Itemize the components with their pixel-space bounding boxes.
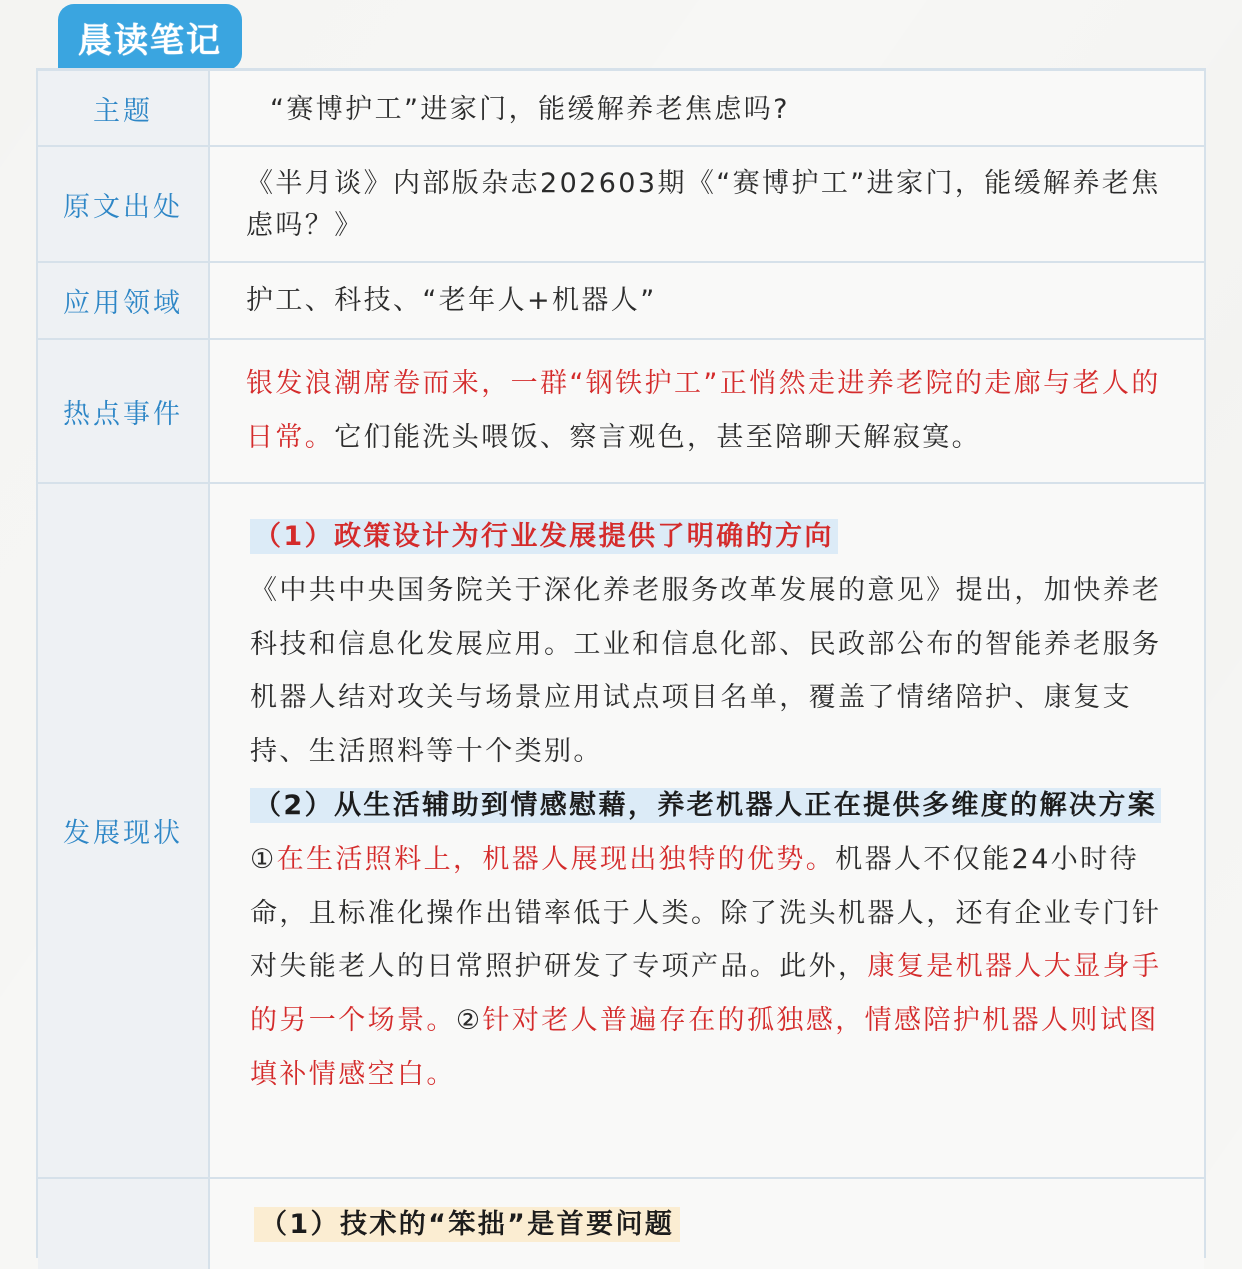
row-label-source: 原文出处 [38,147,210,261]
status-text-1: 机器人不仅能24小时待命，且标准化操作出错率低于人类。除了洗头机器人，还有企业专门针对失能老人的日常照护研发了专项产品。此外， [250,843,1162,983]
status-heading-1: （1）政策设计为行业发展提供了明确的方向 [250,519,838,554]
row-content-theme: “赛博护工”进家门，能缓解养老焦虑吗? [210,71,1204,145]
status-highlight-2: 康复是机器人大显身手的另一个场景。 [250,951,1162,1037]
issues-heading-1: （1）技术的“笨拙”是首要问题 [254,1207,680,1242]
status-highlight-3: 针对老人普遍存在的孤独感，情感陪护机器人则试图填补情感空白。 [250,1005,1159,1090]
row-content-status [210,484,1204,1177]
status-paragraph-1: 《中共中央国务院关于深化养老服务改革发展的意见》提出，加快养老科技和信息化发展应用。工业和信息化部、民政部公布的智能养老服务机器人结对攻关与场景应用试点项目名单，覆盖了情绪陪护、康复支持、生活照料等十个类别。 [250,574,1162,768]
section-badge: 晨读笔记 [58,4,242,70]
row-content-issues [210,1179,1204,1269]
status-heading-2: （2）从生活辅助到情感慰藉，养老机器人正在提供多维度的解决方案 [250,788,1161,823]
table-row-issues [38,1179,1204,1269]
status-marker-1: ① [250,843,277,875]
status-highlight-1: 在生活照料上，机器人展现出独特的优势。 [276,843,836,875]
table-row-source [38,147,1204,263]
status-paragraph-2 [250,833,1178,1102]
table-row-theme [38,71,1204,147]
row-content-hot-event [210,340,1204,482]
row-label-hot-event: 热点事件 [38,340,210,482]
row-label-field: 应用领域 [38,263,210,338]
row-content-field: 护工、科技、“老年人+机器人” [210,263,1204,338]
row-content-source: 《半月谈》内部版杂志202603期《“赛博护工”进家门，能缓解养老焦虑吗？》 [210,147,1204,261]
notes-table [36,68,1206,1258]
row-label-theme: 主题 [38,71,210,145]
table-row-field [38,263,1204,340]
status-marker-2: ② [455,1005,483,1037]
hot-event-text: 它们能洗头喂饭、察言观色，甚至陪聊天解寂寞。 [334,422,982,453]
row-label-issues [38,1179,210,1269]
hot-event-highlight: 银发浪潮席卷而来，一群“钢铁护工”正悄然走进养老院的走廊与老人的日常。 [246,368,1161,453]
row-label-status: 发展现状 [38,484,210,1177]
table-row-status [38,484,1204,1179]
table-row-hot-event [38,340,1204,484]
